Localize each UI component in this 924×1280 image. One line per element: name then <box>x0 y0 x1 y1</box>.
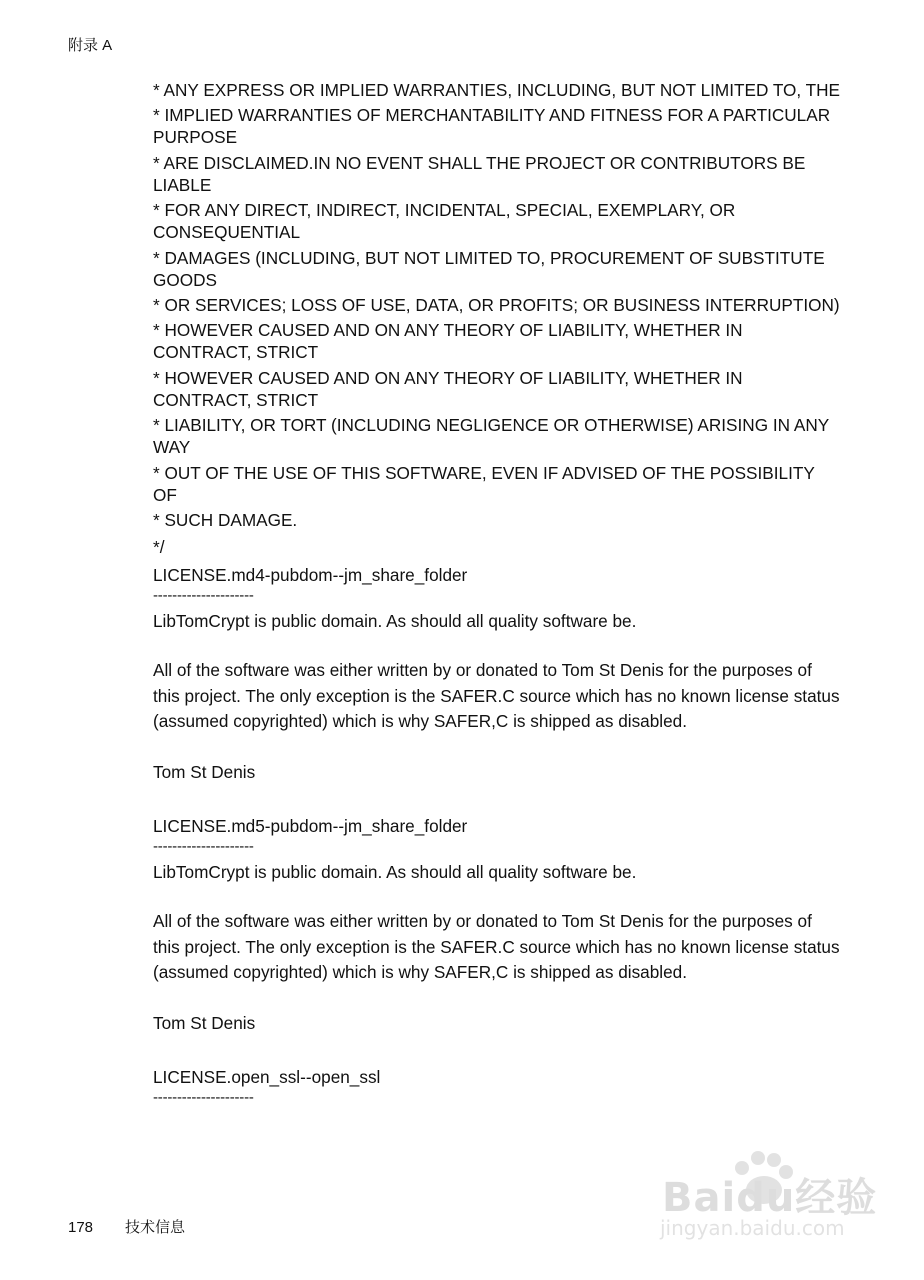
license-md4-separator: --------------------- <box>153 586 254 604</box>
warranty-line: * LIABILITY, OR TORT (INCLUDING NEGLIGENCE OR OTHERWISE) ARISING IN ANY WAY <box>153 415 829 458</box>
warranty-line: * OUT OF THE USE OF THIS SOFTWARE, EVEN IF ADVISED OF THE POSSIBILITY OF <box>153 462 815 505</box>
warranty-line: * DAMAGES (INCLUDING, BUT NOT LIMITED TO, PROCUREMENT OF SUBSTITUTE GOODS <box>153 247 825 290</box>
license-md5-author: Tom St Denis <box>153 1013 256 1034</box>
license-openssl-title: LICENSE.open_ssl--open_ssl <box>153 1067 381 1088</box>
page-number: 178 <box>68 1219 94 1236</box>
license-md5-intro: LibTomCrypt is public domain. As should all quality software be. <box>153 862 637 883</box>
license-md4-body: All of the software was either written by or donated to Tom St Denis for the purposes of this project. The only exception is the SAFER.C source which has no known license status (assumed copyrighted) which is why SAFER,C is shipped as disabled. <box>153 659 840 732</box>
warranty-line: * HOWEVER CAUSED AND ON ANY THEORY OF LIABILITY, WHETHER IN CONTRACT, STRICT <box>153 367 743 410</box>
warranty-line: * ARE DISCLAIMED.IN NO EVENT SHALL THE PROJECT OR CONTRIBUTORS BE LIABLE <box>153 152 806 195</box>
footer-section-label: 技术信息 <box>125 1219 186 1236</box>
document-body <box>153 79 843 1112</box>
warranty-line: * HOWEVER CAUSED AND ON ANY THEORY OF LIABILITY, WHETHER IN CONTRACT, STRICT <box>153 320 743 363</box>
license-md4-intro: LibTomCrypt is public domain. As should all quality software be. <box>153 610 637 631</box>
page-footer <box>68 1218 185 1238</box>
warranty-line: * OR SERVICES; LOSS OF USE, DATA, OR PROFITS; OR BUSINESS INTERRUPTION) <box>153 294 840 315</box>
license-md5-body: All of the software was either written by or donated to Tom St Denis for the purposes of this project. The only exception is the SAFER.C source which has no known license status (assumed copyrighted) which is why SAFER,C is shipped as disabled. <box>153 911 840 983</box>
warranty-line: * ANY EXPRESS OR IMPLIED WARRANTIES, INCLUDING, BUT NOT LIMITED TO, THE <box>153 80 841 100</box>
watermark-url: jingyan.baidu.com <box>660 1216 845 1240</box>
license-md5-separator: --------------------- <box>153 838 254 856</box>
warranty-line: * SUCH DAMAGE. <box>153 509 298 530</box>
license-md4-title: LICENSE.md4-pubdom--jm_share_folder <box>153 564 468 585</box>
warranty-line: * FOR ANY DIRECT, INDIRECT, INCIDENTAL, SPECIAL, EXEMPLARY, OR CONSEQUENTIAL <box>153 200 736 243</box>
warranty-line: * IMPLIED WARRANTIES OF MERCHANTABILITY AND FITNESS FOR A PARTICULAR PURPOSE <box>153 105 831 148</box>
license-md5-title: LICENSE.md5-pubdom--jm_share_folder <box>153 816 468 837</box>
license-openssl-separator: --------------------- <box>153 1089 254 1107</box>
page-header-label: 附录 A <box>68 37 113 54</box>
watermark-logo-text: Baidu经验 <box>662 1175 878 1221</box>
comment-close: */ <box>153 536 165 557</box>
license-md4-author: Tom St Denis <box>153 762 256 783</box>
baidu-watermark <box>652 1138 882 1248</box>
